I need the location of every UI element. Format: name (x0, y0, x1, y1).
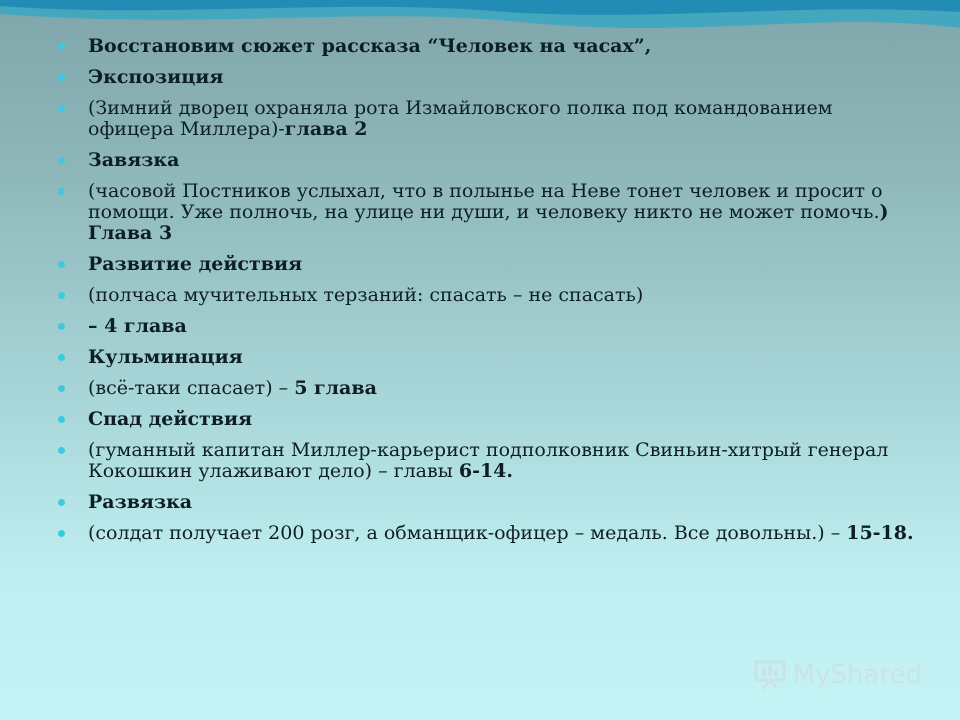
bullet-dot-icon (58, 74, 65, 81)
bullet-text: (солдат получает 200 розг, а обманщик-офицер – медаль. Все довольны.) – (88, 522, 847, 544)
bullet-item (56, 347, 916, 368)
bullet-dot-icon (58, 354, 65, 361)
bullet-dot-icon (58, 416, 65, 423)
bullet-text: 6-14. (458, 460, 514, 482)
bullet-item (56, 36, 916, 57)
bullet-text: Кульминация (88, 346, 243, 368)
bullet-item (56, 523, 916, 544)
bullet-item (56, 254, 916, 275)
bullet-item (56, 440, 916, 482)
bullet-text: 5 глава (294, 377, 377, 399)
bullet-text: (гуманный капитан Миллер-карьерист подполковник Свиньин-хитрый генерал Кокошкин улаживают дело) – главы (88, 439, 889, 482)
bullet-item (56, 150, 916, 171)
bullet-dot-icon (58, 323, 65, 330)
watermark (753, 660, 922, 690)
bullet-text: Спад действия (88, 408, 253, 430)
bullet-text: (Зимний дворец охраняла рота Измайловского полка под командованием офицера Миллера)- (88, 97, 833, 140)
bullet-dot-icon (58, 292, 65, 299)
bullet-text: Восстановим сюжет рассказа “Человек на часах”, (88, 35, 652, 57)
bullet-text: (полчаса мучительных терзаний: спасать – не спасать) (88, 284, 644, 306)
bullet-dot-icon (58, 261, 65, 268)
bullet-text: (всё-таки спасает) – (88, 377, 295, 399)
bullet-text: глава 2 (284, 118, 368, 140)
bullet-item (56, 378, 916, 399)
bullet-item (56, 492, 916, 513)
bullet-dot-icon (58, 385, 65, 392)
bullet-text: 15-18. (846, 522, 914, 544)
bullet-dot-icon (58, 43, 65, 50)
bullet-text: Развязка (88, 491, 193, 513)
bullet-item (56, 409, 916, 430)
bullet-dot-icon (58, 499, 65, 506)
bullet-dot-icon (58, 447, 65, 454)
bullet-item (56, 285, 916, 306)
bullet-text: Развитие действия (88, 253, 303, 275)
presentation-board-icon (753, 660, 787, 690)
bullet-item (56, 181, 916, 244)
slide-body (56, 36, 916, 554)
watermark-text: MyShared (792, 660, 922, 690)
bullet-dot-icon (58, 105, 65, 112)
bullet-text: Завязка (88, 149, 180, 171)
bullet-item (56, 98, 916, 140)
bullet-dot-icon (58, 188, 65, 195)
bullet-text: ) Глава 3 (88, 201, 889, 244)
bullet-dot-icon (58, 530, 65, 537)
bullet-text: Экспозиция (88, 66, 224, 88)
bullet-dot-icon (58, 157, 65, 164)
bullet-text: – 4 глава (88, 315, 187, 337)
bullet-item (56, 316, 916, 337)
bullet-text: (часовой Постников услыхал, что в полынье на Неве тонет человек и просит о помощи. Уже полночь, на улице ни души, и человеку никто не может помочь. (88, 180, 883, 223)
bullet-list (56, 36, 916, 544)
bullet-item (56, 67, 916, 88)
